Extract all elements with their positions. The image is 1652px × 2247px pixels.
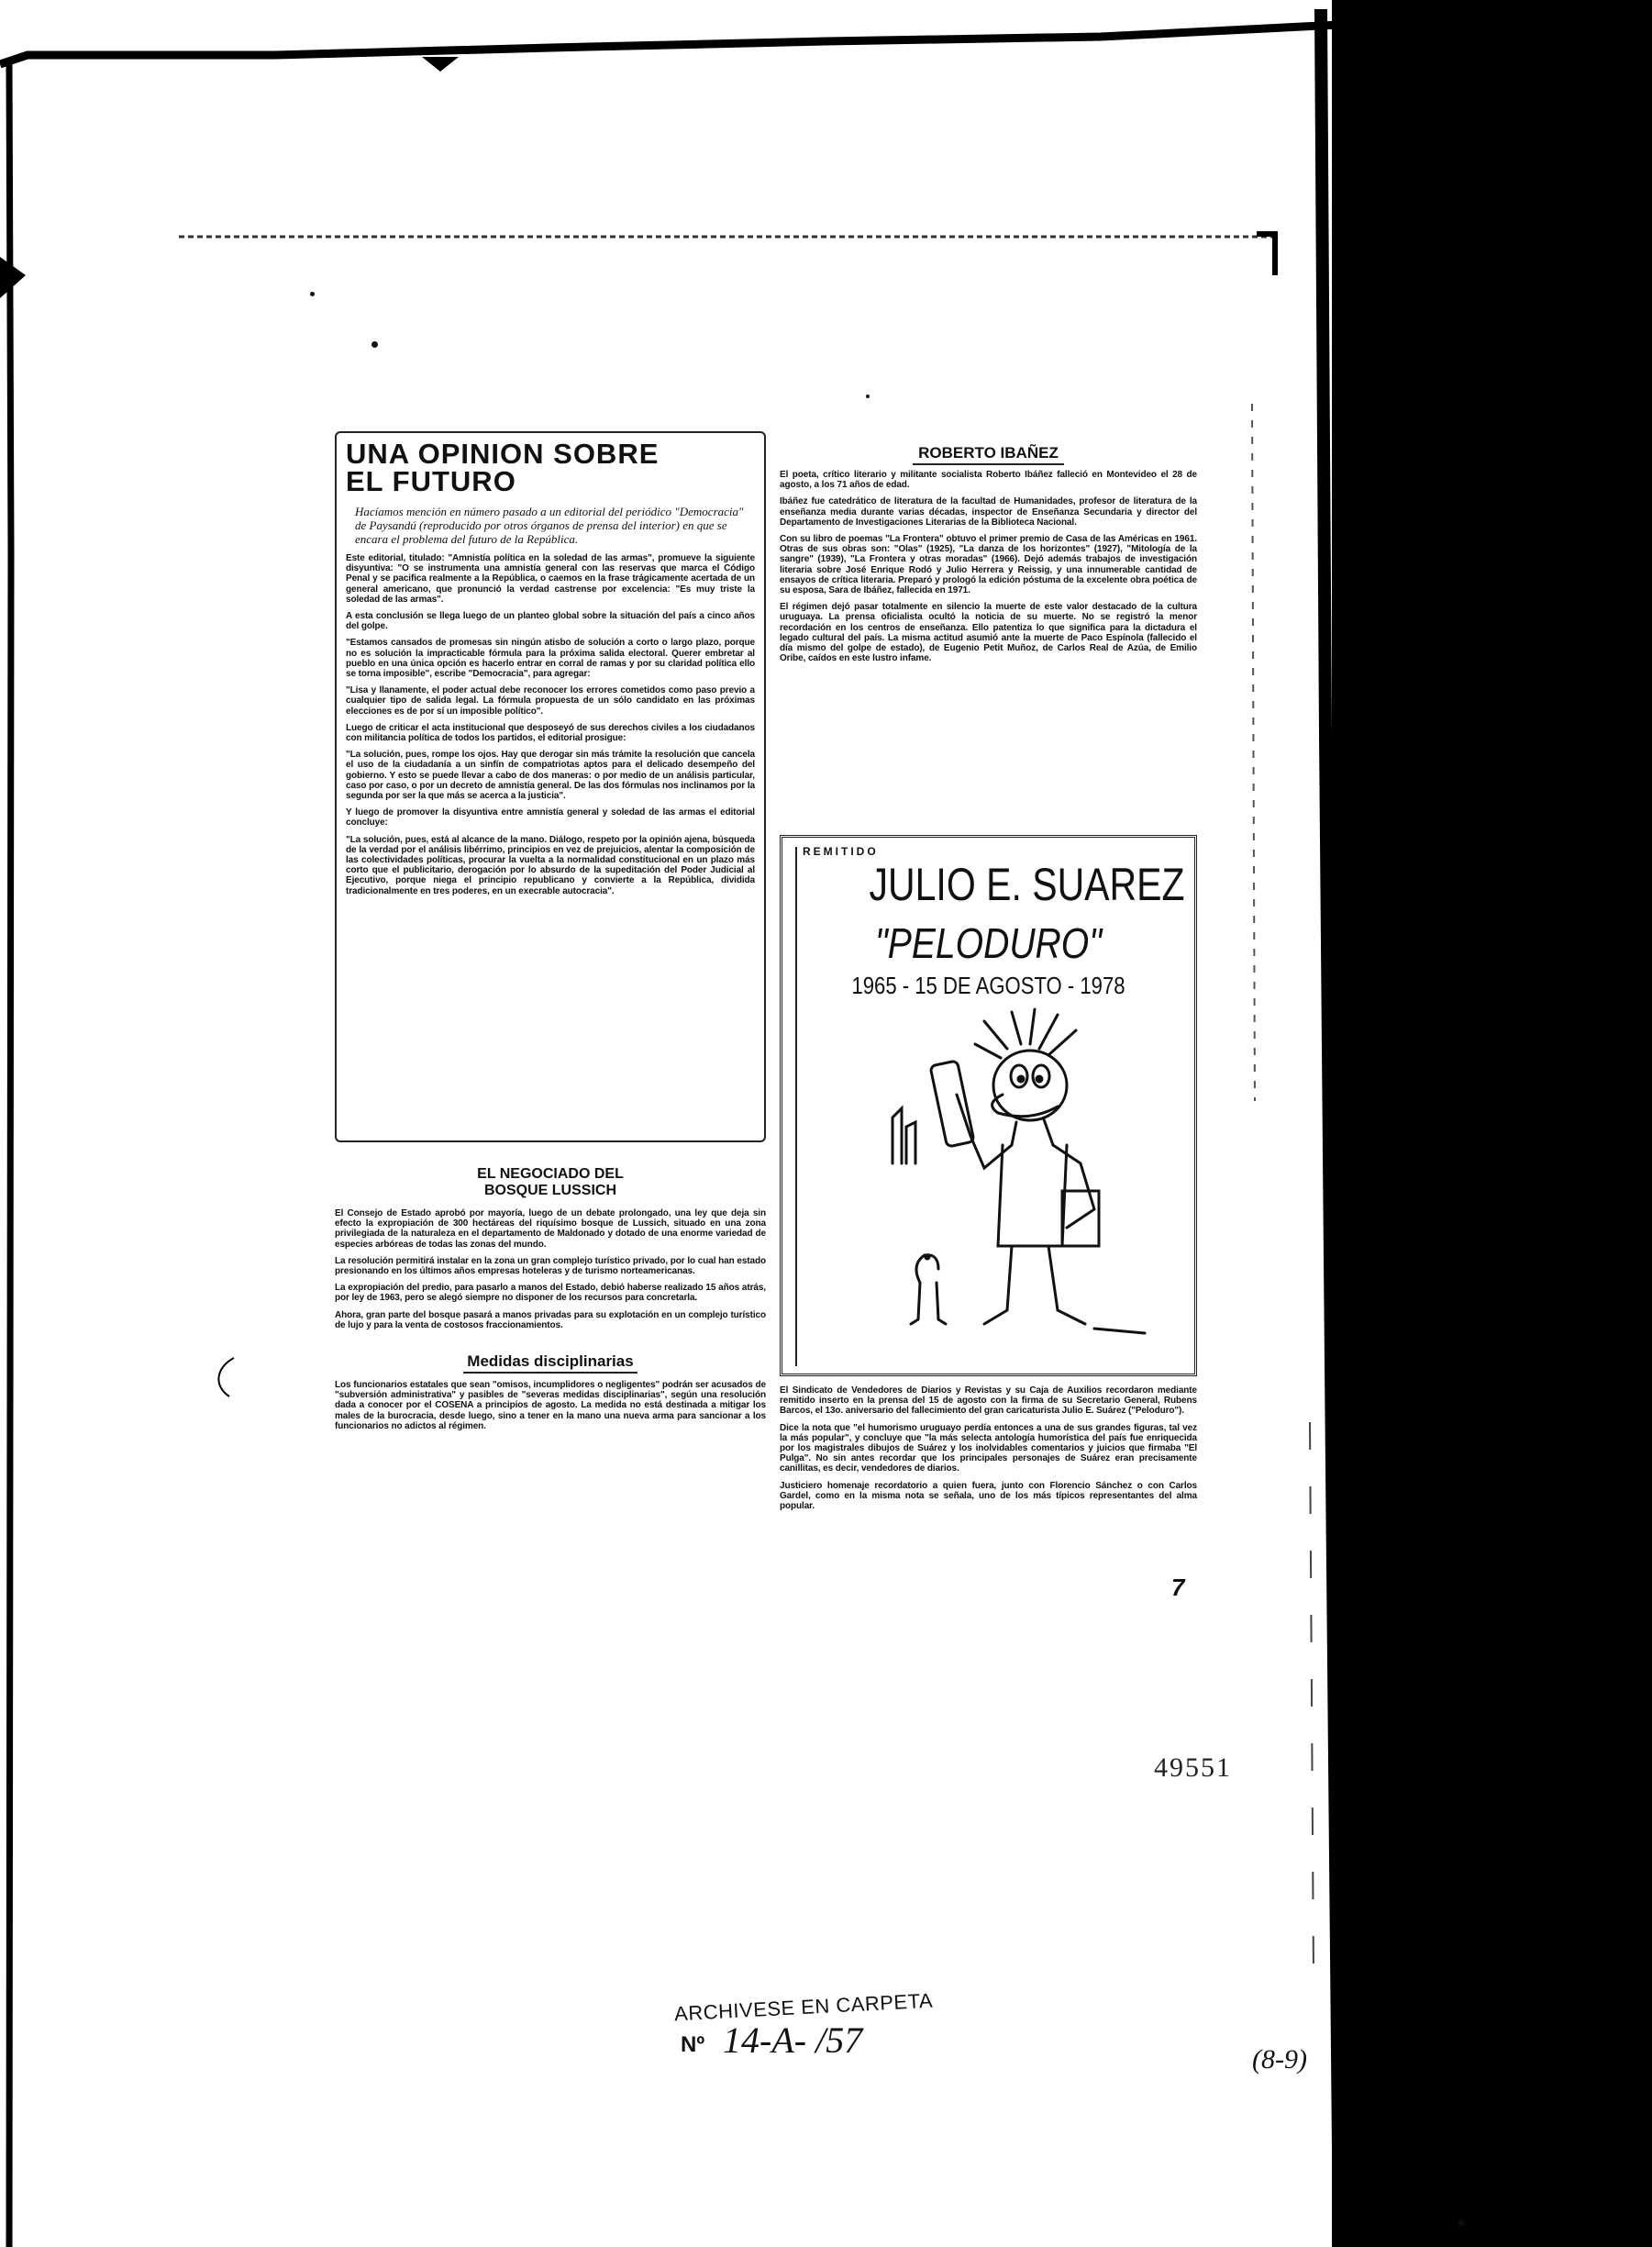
editorial-box xyxy=(335,431,766,1142)
reference-number-stamp: 49551 xyxy=(1154,1752,1232,1783)
ibanez-title xyxy=(780,444,1197,462)
editorial-paragraph: "Estamos cansados de promesas sin ningún atisbo de solución a corto o largo plazo, porque no es solución la impracticable fórmula para la próxima salida electoral. Querer embretar al pueblo en una única opción es hacerlo entrar en corral de ramas y por su claridad política ello se torna imposible", escribe "Democracia", para agregar: xyxy=(346,638,755,680)
newspaper-clipping xyxy=(335,431,1197,1615)
archive-stamp: ARCHIVESE EN CARPETA xyxy=(673,1988,934,2026)
speck xyxy=(371,341,378,348)
cartoon-illustration xyxy=(883,1007,1159,1356)
ibanez-paragraph: Ibáñez fue catedrático de literatura de la facultad de Humanidades, profesor de literatura de la enseñanza media durante varias décadas, inspector de Enseñanza Secundaria y director del Departamento de Investigaciones Literarias de la Biblioteca Nacional. xyxy=(780,496,1197,528)
suarez-paragraph: El Sindicato de Vendedores de Diarios y Revistas y su Caja de Auxilios recordaron mediante remitido inserto en la prensa del 15 de agosto con la firma de su Secretario General, Rubens Barcos, el 13o. aniversario del fallecimiento del gran caricaturista Julio E. Suárez ("Peloduro"). xyxy=(780,1385,1197,1417)
lussich-title-line2: BOSQUE LUSSICH xyxy=(483,1183,616,1198)
lussich-paragraph: La expropiación del predio, para pasarlo a manos del Estado, debió haberse realizado 15 años atrás, por ley de 1963, pero se alegó siempre no disponer de los recursos para concretarla. xyxy=(335,1283,766,1304)
ibanez-title-text: ROBERTO IBAÑEZ xyxy=(913,444,1064,465)
page-range-annotation: (8-9) xyxy=(1252,2044,1307,2075)
editorial-paragraph: "La solución, pues, está al alcance de la mano. Diálogo, respeto por la opinión ajena, búsqueda de la verdad por el análisis libérrimo, principios en vez de prejuicios, alentar la composición de las colectividades políticas, procurar la vuelta a la normalidad constitucional en un plazo más corto que el publicitario, derogación por lo absurdo de la supeditación del Poder Judicial al Ejecutivo, porque niega el principio republicano y convierte a la República, dividida tradicionalmente en tres poderes, en un execrable autocracia". xyxy=(346,834,755,896)
speck xyxy=(866,395,870,398)
ad-nickname: "PELODURO" xyxy=(874,919,1103,967)
archive-number-handwritten: 14-A- /57 xyxy=(723,2019,863,2061)
ibanez-paragraph: El poeta, crítico literario y militante socialista Roberto Ibáñez falleció en Montevideo el 28 de agosto, a los 71 años de edad. xyxy=(780,470,1197,491)
editorial-paragraph: Y luego de promover la disyuntiva entre amnistía general y soledad de las armas el editorial concluye: xyxy=(346,807,755,829)
suarez-paragraph: Justiciero homenaje recordatorio a quien fuera, junto con Florencio Sánchez o con Carlos Gardel, como en la misma nota se señala, uno de los más típicos representantes del alma popular. xyxy=(780,1480,1197,1512)
lussich-title-line1: EL NEGOCIADO DEL xyxy=(477,1166,624,1182)
editorial-paragraph: Este editorial, titulado: "Amnistía política en la soledad de las armas", promueve la siguiente disyuntiva: "O se instrumenta una amnistía general con las reservas que marca el Código Penal y se pacifica realmente a la República, o caemos en la frase trágicamente acertada de un general americano, que pronunció la verdad castrense por excelencia: "Es muy triste la soledad de las armas". xyxy=(346,553,755,605)
ad-name: JULIO E. SUAREZ xyxy=(869,859,1185,910)
ad-remitido-label: REMITIDO xyxy=(803,845,879,858)
page-number: 7 xyxy=(1171,1574,1185,1601)
editorial-title-line2: EL FUTURO xyxy=(346,465,516,497)
lussich-paragraph: El Consejo de Estado aprobó por mayoría, luego de un debate prolongado, una ley que deja sin efecto la expropiación de 300 hectáreas del riquísimo bosque de Lussich, situado en una zona privilegiada de la naturaleza en el departamento de Maldonado y dotado de una enorme variedad de especies arbóreas de todas las zonas del mundo. xyxy=(335,1208,766,1250)
ibanez-paragraph: Con su libro de poemas "La Frontera" obtuvo el primer premio de Casa de las Américas en 1961. Otras de sus obras son: "Olas" (1925), "La danza de los horizontes" (1927), "Mitología de la sangre" (1939), "La Frontera y otras moradas" (1966). Dejó además trabajos de investigación literaria sobre José Enrique Rodó y Julio Herrera y Reissig, y una innumerable cantidad de ensayos de crítica literaria. Preparó y prologó la edición póstuma de la excelente obra poética de su esposa, Sara de Ibáñez, fallecida en 1971. xyxy=(780,534,1197,596)
editorial-paragraph: A esta conclusión se llega luego de un planteo global sobre la situación del país a cinco años del golpe. xyxy=(346,611,755,632)
archive-number-label: Nº xyxy=(681,2032,705,2057)
right-column xyxy=(780,431,1197,1512)
editorial-paragraph: "La solución, pues, rompe los ojos. Hay que derogar sin más trámite la resolución que cancela el uso de la ciudadanía a un sinfín de compatriotas aptos para el delicado desempeño del gobierno. Y esto se puede llevar a cabo de dos maneras: o por medio de un análisis particular, caso por caso, o por un decreto de amnistía general. De las dos fórmulas nos inclinamos por la segunda por ser la que más se acerca a la justicia". xyxy=(346,750,755,802)
medidas-paragraph: Los funcionarios estatales que sean "omisos, incumplidores o negligentes" podrán ser acusados de "subversión administrativa" y pasibles de "severas medidas disciplinarias", según una resolución dada a conocer por el COSENA a principios de agosto. La medida no está destinada a mitigar los males de la burocracia, desde luego, sino a tener en la mano una nueva arma para sancionar a los funcionarios no adictos al régimen. xyxy=(335,1380,766,1431)
remitido-advertisement xyxy=(780,835,1197,1376)
medidas-title-text: Medidas disciplinarias xyxy=(463,1352,637,1374)
editorial-paragraph: "Lisa y llanamente, el poder actual debe reconocer los errores cometidos como paso previo a cualquier tipo de salida legal. La fórmula propuesta de un sólo candidato en las próximas elecciones es de por sí un imposible político". xyxy=(346,685,755,717)
lussich-paragraph: La resolución permitirá instalar en la zona un gran complejo turístico privado, por lo cual han estado presionando en los últimos años empresas hoteleras y de turismo norteamericanas. xyxy=(335,1255,766,1277)
ibanez-paragraph: El régimen dejó pasar totalmente en silencio la muerte de este valor destacado de la cultura uruguaya. La prensa oficialista ocultó la noticia de su muerte. No se registró la menor recordación en los centros de enseñanza. Ello patentiza lo que significa para la dictadura el legado cultural del país. La misma actitud asumió ante la muerte de Paco Espínola (fallecido el día mismo del golpe de estado), de Eugenio Petit Muñoz, de Carlos Real de Azúa, de Emilio Oribe, caídos en este lustro infame. xyxy=(780,602,1197,664)
editorial-intro: Hacíamos mención en número pasado a un editorial del periódico "Democracia" de Paysandú (reproducido por otros órganos de prensa del interior) en que se encara el problema del futuro de la República. xyxy=(355,505,744,546)
speck xyxy=(310,292,315,296)
speck xyxy=(1458,2220,1464,2226)
medidas-title xyxy=(335,1352,766,1371)
suarez-article xyxy=(780,1385,1197,1518)
editorial-title xyxy=(346,440,755,495)
lussich-title xyxy=(335,1166,766,1199)
archive-number xyxy=(681,2019,956,2074)
editorial-title-line1: UNA OPINION SOBRE xyxy=(346,438,660,470)
editorial-paragraph: Luego de criticar el acta institucional que desposeyó de sus derechos civiles a los ciudadanos con militancia política de todos los partidos, el editorial prosigue: xyxy=(346,722,755,744)
lussich-article xyxy=(335,1151,766,1438)
lussich-paragraph: Ahora, gran parte del bosque pasará a manos privadas para su explotación en un complejo turístico de lujo y para la venta de costosos fraccionamientos. xyxy=(335,1309,766,1330)
ad-dates: 1965 - 15 DE AGOSTO - 1978 xyxy=(851,972,1125,999)
suarez-paragraph: Dice la nota que "el humorismo uruguayo perdía entonces a una de sus grandes figuras, tal vez la más popular", y concluye que "la más selecta antología humorística del país fue enriquecida por los magistrales dibujos de Suárez y los inolvidables comentarios y juicios que firmaba "El Pulga". No sin antes recordar que los principales personajes de Suárez eran precisamente canillitas, es decir, vendedores de diarios. xyxy=(780,1422,1197,1474)
